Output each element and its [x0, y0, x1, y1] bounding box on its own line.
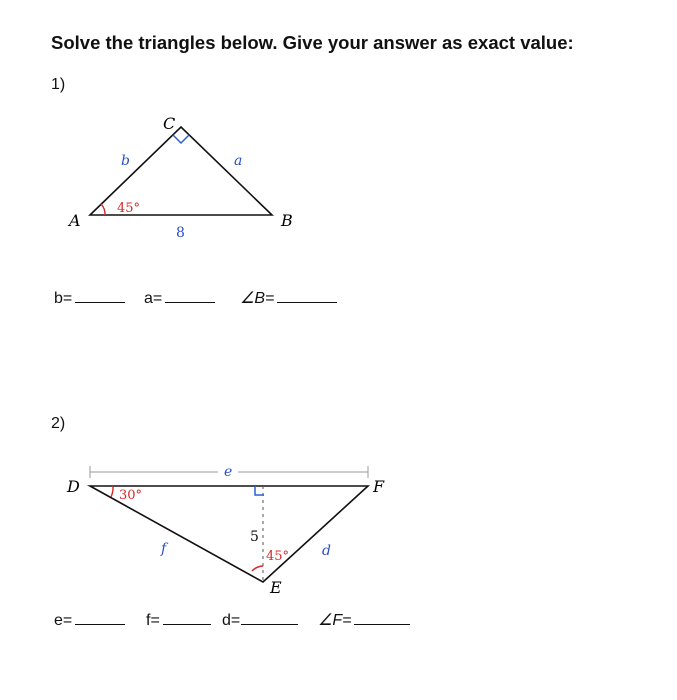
- side-label-f: f: [161, 541, 167, 557]
- vertex-label-b: B: [281, 211, 293, 230]
- problem-2-number: 2): [51, 415, 66, 432]
- answer-blank-e[interactable]: [75, 610, 125, 625]
- answer-blank-angle-f[interactable]: [354, 610, 410, 625]
- worksheet-title: Solve the triangles below. Give your answer as exact value:: [51, 32, 574, 53]
- answer-field-a[interactable]: [144, 288, 215, 308]
- right-angle-mark-c: [173, 135, 189, 143]
- angle-label-e: 45°: [266, 549, 290, 564]
- side-label-d: d: [322, 543, 331, 559]
- answer-label-b: b=: [54, 290, 73, 307]
- angle-arc-a: [101, 204, 105, 215]
- answer-label-angle-b: ∠B=: [240, 290, 275, 307]
- answer-field-e[interactable]: [54, 610, 125, 630]
- vertex-label-c: C: [163, 114, 176, 133]
- vertex-label-e: E: [270, 578, 282, 597]
- answer-label-d: d=: [222, 612, 241, 629]
- answer-label-f: f=: [146, 612, 160, 629]
- side-label-ab: 8: [176, 225, 185, 241]
- answer-field-angle-f[interactable]: [318, 610, 410, 630]
- answer-blank-f[interactable]: [163, 610, 211, 625]
- answer-field-b[interactable]: [54, 288, 125, 308]
- answer-label-a: a=: [144, 290, 163, 307]
- triangle-def: [66, 463, 385, 597]
- answer-label-e: e=: [54, 612, 73, 629]
- angle-arc-d: [111, 486, 113, 497]
- angle-label-a: 45°: [117, 201, 141, 216]
- answer-blank-angle-b[interactable]: [277, 288, 337, 303]
- angle-arc-e: [252, 566, 263, 571]
- triangle-abc: [67, 114, 293, 241]
- vertex-label-a: A: [69, 211, 81, 230]
- vertex-label-d: D: [67, 477, 80, 496]
- answer-blank-a[interactable]: [165, 288, 215, 303]
- answer-field-d[interactable]: [222, 610, 298, 630]
- problem-1-number: 1): [51, 76, 66, 93]
- angle-label-d: 30°: [119, 488, 143, 503]
- altitude-label: 5: [250, 529, 259, 545]
- answer-blank-b[interactable]: [75, 288, 125, 303]
- answer-blank-d[interactable]: [241, 610, 298, 625]
- vertex-label-f: F: [373, 477, 385, 496]
- answer-field-f[interactable]: [146, 610, 211, 630]
- side-label-b: b: [121, 153, 130, 169]
- answer-label-angle-f: ∠F=: [318, 612, 352, 629]
- answer-field-angle-b[interactable]: [240, 288, 337, 308]
- side-label-a: a: [234, 153, 243, 169]
- side-label-e: e: [224, 464, 233, 480]
